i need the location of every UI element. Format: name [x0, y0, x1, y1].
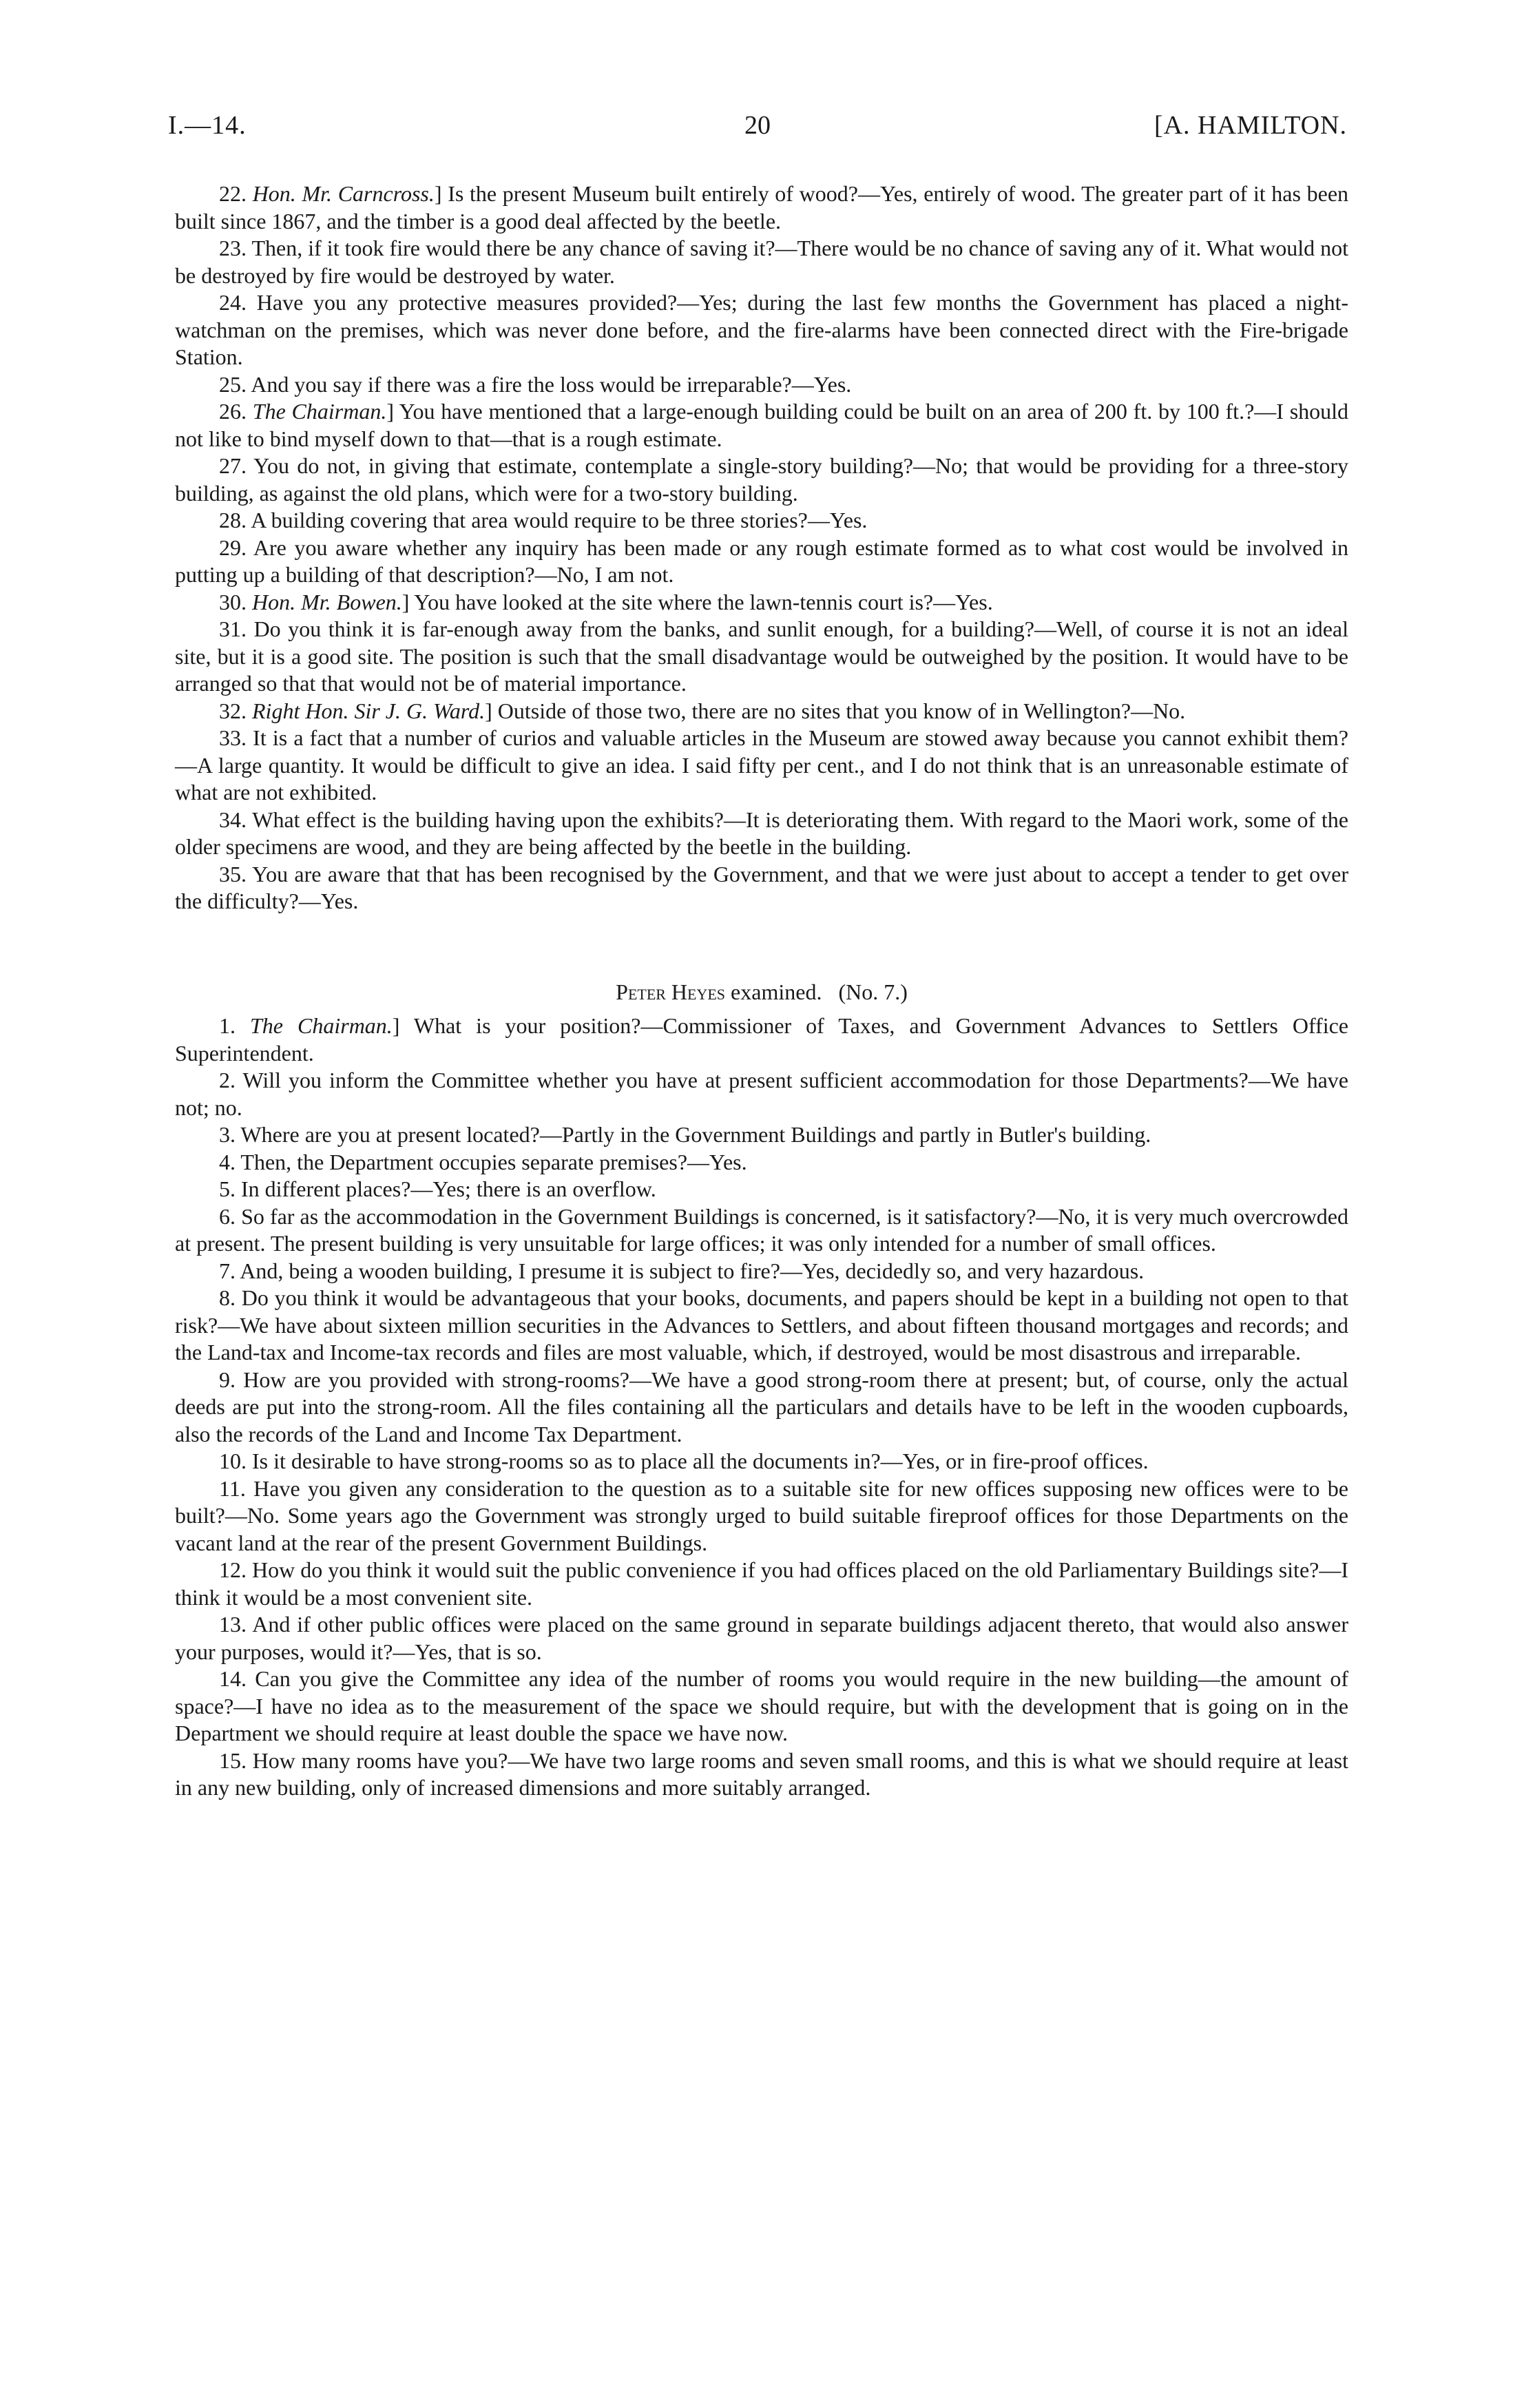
question-paragraph: [175, 1203, 1348, 1258]
speaker-name: Right Hon. Sir J. G. Ward.: [252, 698, 486, 723]
speaker-name: Hon. Mr. Bowen.: [252, 589, 402, 614]
question-answer-text: Have you given any consideration to the question as to a suitable site for new offices supposing new offices were to be built?—No. Some years ago the Government was strongly urged to build suitable fireproof offices for those Departments on the vacant land at the rear of the present Government Buildings.: [175, 1475, 1349, 1555]
question-number: 26.: [219, 399, 247, 424]
question-paragraph: [175, 1747, 1348, 1802]
witness-name-header: [A. HAMILTON.: [1154, 111, 1347, 140]
question-paragraph: [175, 1149, 1348, 1176]
question-answer-text: How are you provided with strong-rooms?—We have a good strong-room there at present; but, of course, only the actual deeds are put into the strong-room. All the files containing all the particulars and details have to be left in the wooden cupboards, also the records of the Land and Income Tax Department.: [175, 1367, 1349, 1446]
question-answer-text: In different places?—Yes; there is an overflow.: [241, 1176, 656, 1201]
question-number: 23.: [219, 236, 247, 260]
question-answer-text: And, being a wooden building, I presume it is subject to fire?—Yes, decidedly so, and very hazardous.: [240, 1258, 1145, 1283]
question-answer-text: How do you think it would suit the public convenience if you had offices placed on the old Parliamentary Buildings site?—I think it would be a most convenient site.: [175, 1557, 1349, 1610]
question-number: 2.: [219, 1068, 236, 1092]
question-answer-text: You are aware that that has been recognised by the Government, and that we were just about to accept a tender to get over the difficulty?—Yes.: [175, 861, 1349, 913]
evidence-section-heyes: [175, 1013, 1348, 1802]
question-answer-text: And you say if there was a fire the loss would be irreparable?—Yes.: [251, 371, 852, 397]
question-number: 33.: [219, 725, 247, 750]
question-paragraph: [175, 1367, 1348, 1449]
question-answer-text: And if other public offices were placed on the same ground in separate buildings adjacent thereto, that would also answer your purposes, would it?—Yes, that is so.: [175, 1612, 1349, 1664]
question-answer-text: Have you any protective measures provided?—Yes; during the last few months the Government has placed a night-watchman on the premises, which was never done before, and the fire-alarms have been connected direct with the Fire-brigade Station.: [175, 290, 1348, 369]
question-number: 1.: [219, 1013, 236, 1038]
paper-reference: I.—14.: [168, 111, 247, 140]
question-number: 7.: [219, 1258, 236, 1283]
question-answer-text: Can you give the Committee any idea of the number of rooms you would require in the new building—the amount of space?—I have no idea as to the measurement of the space we should require, but with the development that is going on in the Department we should require at least double the space we have now.: [175, 1666, 1349, 1745]
question-answer-text: Outside of those two, there are no sites that you know of in Wellington?—No.: [497, 698, 1186, 723]
question-answer-text: What effect is the building having upon the exhibits?—It is deteriorating them. With regard to the Maori work, some of the older specimens are wood, and they are being affected by the beetle in the building.: [175, 807, 1349, 859]
question-answer-text: Then, the Department occupies separate premises?—Yes.: [240, 1149, 747, 1174]
question-number: 6.: [219, 1203, 236, 1229]
question-number: 24.: [219, 290, 247, 315]
question-number: 12.: [219, 1557, 247, 1582]
question-answer-text: What is your position?—Commissioner of Taxes, and Government Advances to Settlers Office Superintendent.: [175, 1013, 1348, 1066]
question-paragraph: 26. The Chairman.] You have mentioned that a large-enough building could be built on an area of 200 ft. by 100 ft.?—I should not like to bind myself down to that—that is a rough estimate.: [175, 399, 1349, 451]
question-number: 5.: [219, 1176, 236, 1201]
question-number: 28.: [219, 508, 247, 532]
question-paragraph: [175, 507, 1348, 534]
question-number: 4.: [219, 1149, 236, 1174]
question-paragraph: [175, 1665, 1348, 1747]
question-answer-text: Then, if it took fire would there be any chance of saving it?—There would be no chance of saving any of it. What would not be destroyed by fire would be destroyed by water.: [175, 236, 1349, 288]
witness-number: (No. 7.): [838, 979, 908, 1004]
question-paragraph: 32. Right Hon. Sir J. G. Ward.] Outside of those two, there are no sites that you know of in Wellington?—No.: [219, 698, 1186, 723]
question-paragraph: [175, 725, 1348, 807]
question-paragraph: [175, 861, 1348, 915]
question-answer-text: How many rooms have you?—We have two large rooms and seven small rooms, and this is what we should require at least in any new building, only of increased dimensions and more suitably arranged.: [175, 1747, 1349, 1800]
question-paragraph: [175, 1067, 1348, 1121]
question-answer-text: Do you think it is far-enough away from the banks, and sunlit enough, for a building?—Well, of course it is not an ideal site, but it is a good site. The position is such that the small disadvantage would be outweighed by the position. It would have to be arranged so that that would not be of material importance.: [175, 616, 1349, 696]
question-paragraph: [175, 235, 1348, 289]
question-paragraph: [175, 289, 1348, 371]
speaker-name: Hon. Mr. Carncross.: [252, 181, 435, 206]
question-number: 22.: [219, 181, 247, 206]
question-paragraph: 22. Hon. Mr. Carncross.] Is the present Museum built entirely of wood?—Yes, entirely of wood. The greater part of it has been built since 1867, and the timber is a good deal affected by the beetle.: [175, 181, 1349, 233]
question-number: 13.: [219, 1612, 247, 1637]
page-header: [168, 110, 1347, 152]
question-answer-text: A building covering that area would require to be three stories?—Yes.: [251, 508, 868, 532]
question-paragraph: [175, 371, 1348, 399]
question-number: 27.: [219, 453, 247, 478]
question-number: 29.: [219, 534, 247, 560]
question-number: 30.: [219, 589, 247, 614]
question-paragraph: [175, 1176, 1348, 1203]
question-answer-text: Do you think it would be advantageous that your books, documents, and papers should be kept in a building not open to that risk?—We have about sixteen million securities in the Advances to Settlers, and about fifteen thousand mortgages and records; and the Land-tax and Income-tax records and files are most valuable, which, if destroyed, would be most disastrous and irreparable.: [175, 1285, 1349, 1364]
page-number: 20: [744, 111, 771, 140]
question-paragraph: [175, 807, 1348, 861]
question-paragraph: [175, 1611, 1348, 1665]
question-answer-text: Are you aware whether any inquiry has been made or any rough estimate formed as to what cost would be involved in putting up a building of that description?—No, I am not.: [175, 534, 1348, 587]
question-number: 10.: [219, 1449, 247, 1473]
question-paragraph: [175, 1121, 1348, 1149]
question-number: 15.: [219, 1747, 247, 1773]
question-paragraph: 30. Hon. Mr. Bowen.] You have looked at the site where the lawn-tennis court is?—Yes.: [219, 589, 993, 614]
question-number: 25.: [219, 371, 247, 397]
question-number: 31.: [219, 616, 247, 641]
question-answer-text: You have looked at the site where the lawn-tennis court is?—Yes.: [414, 589, 993, 614]
question-number: 9.: [219, 1367, 236, 1392]
evidence-section-hamilton: [175, 180, 1348, 915]
question-paragraph: [175, 1475, 1348, 1557]
document-body: [175, 180, 1348, 1802]
question-number: 34.: [219, 807, 247, 832]
speaker-name: The Chairman.: [250, 1013, 393, 1038]
question-number: 8.: [219, 1285, 236, 1310]
question-number: 11.: [219, 1475, 246, 1501]
question-paragraph: [175, 1557, 1348, 1611]
question-answer-text: You do not, in giving that estimate, contemplate a single-story building?—No; that would be providing for a three-story building, as against the old plans, which were for a two-story building.: [175, 453, 1349, 506]
speaker-name: The Chairman.: [252, 399, 387, 424]
question-number: 14.: [219, 1666, 247, 1691]
question-paragraph: [175, 1258, 1348, 1285]
question-paragraph: 1. The Chairman.] What is your position?—Commissioner of Taxes, and Government Advances to Settlers Office Superintendent.: [175, 1013, 1348, 1066]
witness-heading: [175, 979, 1348, 1006]
question-paragraph: [175, 453, 1348, 507]
question-paragraph: [175, 1285, 1348, 1367]
question-answer-text: You have mentioned that a large-enough building could be built on an area of 200 ft. by 100 ft.?—I should not like to bind myself down to that—that is a rough estimate.: [175, 399, 1349, 451]
witness-examined-label: examined.: [731, 979, 822, 1004]
question-answer-text: Where are you at present located?—Partly in the Government Buildings and partly in Butler's building.: [240, 1122, 1151, 1147]
question-paragraph: [175, 1448, 1348, 1475]
question-answer-text: Will you inform the Committee whether you have at present sufficient accommodation for those Departments?—We have not; no.: [175, 1068, 1349, 1120]
question-number: 35.: [219, 861, 247, 886]
question-answer-text: Is it desirable to have strong-rooms so as to place all the documents in?—Yes, or in fire-proof offices.: [252, 1449, 1149, 1473]
question-paragraph: [175, 534, 1348, 589]
question-number: 3.: [219, 1122, 236, 1147]
question-answer-text: It is a fact that a number of curios and valuable articles in the Museum are stowed away because you cannot exhibit them?—A large quantity. It would be difficult to give an idea. I said fifty per cent., and I do not think that is an unreasonable estimate of what are not exhibited.: [175, 725, 1349, 805]
question-number: 32.: [219, 698, 247, 723]
question-paragraph: [175, 616, 1348, 698]
question-answer-text: Is the present Museum built entirely of wood?—Yes, entirely of wood. The greater part of it has been built since 1867, and the timber is a good deal affected by the beetle.: [175, 181, 1349, 233]
witness-name: Peter Heyes: [616, 979, 726, 1004]
section-divider-space: [175, 915, 1348, 979]
question-answer-text: So far as the accommodation in the Government Buildings is concerned, is it satisfactory?—No, it is very much overcrowded at present. The present building is very unsuitable for large offices; it was only intended for a number of small offices.: [175, 1203, 1349, 1256]
